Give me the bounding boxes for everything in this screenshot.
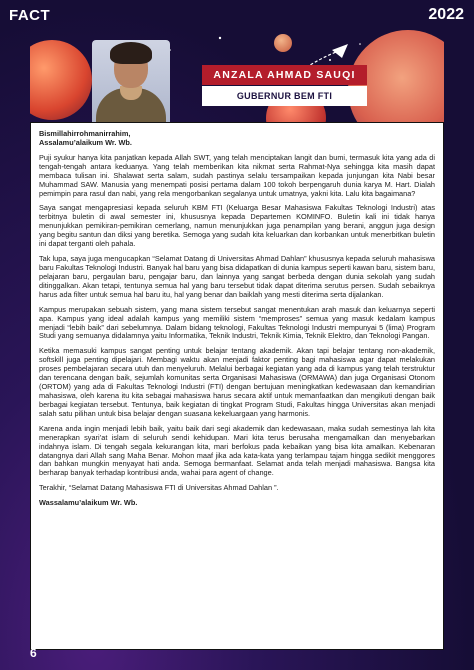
paragraph-1: Puji syukur hanya kita panjatkan kepada Allah SWT, yang telah menciptakan langit dan bumi, termasuk kita yang ada di tengah-tengah antara keduanya. Yang telah memberikan kita nikmat serta Rahmat-Nya sehingga kita masih dapat membaca tulisan ini. Shalawat serta salam, sudah pastinya selalu tersampaikan kepada junjungan kita Nabi besar Muhammad SAW. Manusia yang menempati posisi pertama dalam 100 tokoh berpengaruh dunia karya M. Hart. Dialah pemimpin para rasul dan nabi, yang rela mengorbankan segalanya untuk umatnya, yakni kita. Lalu kita bagaimana? <box>39 152 435 198</box>
profile-photo <box>92 40 170 122</box>
closing-salam: Wassalamu’alaikum Wr. Wb. <box>39 498 138 508</box>
letter-body <box>30 122 444 650</box>
profile-name: ANZALA AHMAD SAUQI <box>202 65 367 85</box>
edition-year: 2022 <box>428 6 464 23</box>
planet-small <box>274 34 292 52</box>
paragraph-2: Saya sangat mengapresiasi kepada seluruh KBM FTI (Keluarga Besar Mahasiswa Fakultas Teknologi Industri) atas terbitnya buletin di awal semester ini, khususnya kepada Departemen KOMINFO. Buletin kali ini tidak hanya menunjukkan pemikiran-pemikiran cemerlang, namun menunjukkan juga penampilan yang berani, anggun juga design yang begitu santun dan diksi yang beretika. Semoga yang sudah kita keluarkan dan korbankan untuk menerbitkan buletin ini dapat terganti oleh pahala. <box>39 203 435 249</box>
paragraph-3: Tak lupa, saya juga mengucapkan “Selamat Datang di Universitas Ahmad Dahlan” khususnya kepada seluruh mahasiswa baru Fakultas Teknologi Industri. Banyak hal baru yang bisa didapatkan di dunia kampus seperti kawan baru, sistem baru, pelajaran baru, pergaulan baru, pengajar baru, dan lainnya yang sangat berbeda dengan dunia sekolah yang sudah ditinggalkan. Akan tetapi, tentunya semua hal yang baru tersebut tidak dapat diterima serutus persen. Sudah sebaiknya harus ada filter untuk semua hal baru itu, hal yang benar dan baiklah yang mesti diterima serta dijalankan. <box>39 254 435 299</box>
paragraph-6: Karena anda ingin menjadi lebih baik, yaitu baik dari segi akademik dan kedewasaan, maka sudah semestinya lah kita menerapkan syari’at islam di seluruh sendi kehidupan. Mari kita terus berusaha mengamalkan dan menyebarkan indahnya islam. Di tengah segala kekurangan kita, mari berfokus pada kebaikan yang bisa kita amalkan. Kebenaran datangnya dari Allah sang Maha Benar. Mohon maaf jika ada kata-kata yang terlampau tajam hingga sedikit menggores dan bahkan mungkin menyayat hati anda. Semoga bermanfaat. Selamat anda telah menjadi mahasiswa. Bangsa kita berharap banyak terhadap kontribusi anda, wahai para agent of change. <box>39 423 435 478</box>
greeting <box>39 130 435 148</box>
paragraph-4: Kampus merupakan sebuah sistem, yang mana sistem tersebut sangat menentukan arah masuk dan keluarnya seperti apa. Kampus yang ideal adalah kampus yang memiliki sistem “memproses” semua yang masuk kedalam kampus menjadi “lebih baik” dari sebelumnya. Dalam bidang teknologi, Fakultas Teknologi Industri mempunyai 5 (lima) Program Studi yang semuanya didalamnya yaitu Informatika, Teknik Industri, Teknik Kimia, Teknik Elektro, dan Teknologi Pangan. <box>39 304 435 341</box>
paragraph-5: Ketika memasuki kampus sangat penting untuk belajar tentang akademik. Akan tapi belajar tentang non-akademik, softskill juga penting dipelajari. Membagi waktu akan menjadi faktor penting bagi mahasiswa agar dapat melakukan proses pembelajaran secara utuh dan menyeluruh. Melalui berbagai kegiatan yang ada di kampus yang telah terstruktur dan terencana dengan baik, sejumlah komunitas serta Organisasi Mahasiswa (ORMAWA) dan juga Organisasi Otonom (ORTOM) yang ada di Fakultas Teknologi Industri (FTI) dengan bertujuan meningkatkan kedewasaan dan kemandirian mahasiswa, oleh karena itu kita sebagai mahasiswa harus secara aktif untuk memanfaatkan dan mengikuti dengan baik berbagai kegiatan tersebut. Tentunya, baik kegiatan di tingkat Program Studi, Fakultas hingga Universitas akan menjadi salah satu pilihan untuk bisa belajar dengan suasana kekeluargaan yang harmonis. <box>39 346 435 418</box>
page-number: 6 <box>30 646 37 660</box>
profile-role: GUBERNUR BEM FTI <box>202 86 367 106</box>
closing-message: Terakhir, “Selamat Datang Mahasiswa FTI di Universitas Ahmad Dahlan ”. <box>39 483 279 493</box>
greeting-salam: Assalamu’alaikum Wr. Wb. <box>39 137 132 147</box>
magazine-title: FACT <box>9 7 51 24</box>
top-bar <box>0 0 474 26</box>
greeting-basmalah: Bismillahirrohmanirrahim, <box>39 129 131 138</box>
